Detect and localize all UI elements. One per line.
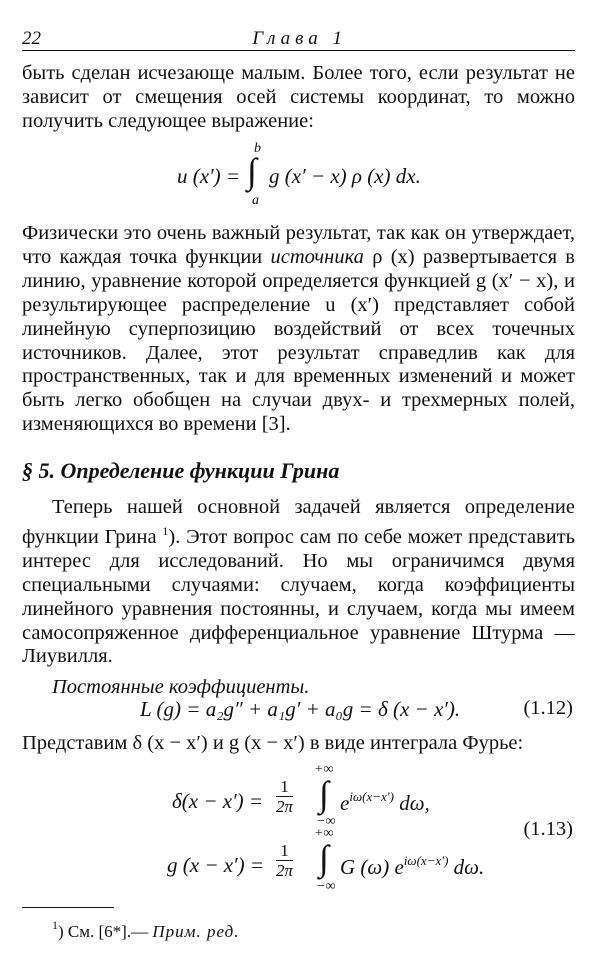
integral-lower-limit: a: [252, 193, 259, 208]
footnote-divider: [22, 907, 114, 908]
italic-term: источника: [270, 245, 364, 268]
footnote-reference[interactable]: 1: [162, 523, 169, 538]
exponent: iω(x−x′): [349, 789, 394, 804]
text-span: Теперь нашей основной задачей является определение функции Грина: [22, 496, 575, 548]
chapter-title: Глава 1: [252, 28, 347, 49]
formula-integrand: [340, 789, 430, 816]
formula-lhs: g (x − x′) =: [167, 853, 265, 877]
exp-base: e: [340, 791, 350, 815]
footnote-text: ) См. [6*].—: [58, 922, 153, 941]
fraction-numerator: 1: [276, 778, 293, 797]
book-page: [22, 0, 575, 964]
footnote-editor-note: Прим. ред.: [152, 922, 240, 941]
subheading: Постоянные коэффициенты.: [52, 676, 310, 698]
running-header: [22, 26, 575, 51]
exponent: iω(x−x′): [403, 853, 449, 868]
integral-sign: ∫: [247, 151, 257, 191]
formula-integrand: g (x′ − x) ρ (x) dx.: [269, 164, 421, 188]
differential: dω,: [393, 791, 430, 815]
equation-number: (1.12): [523, 697, 573, 719]
integral-upper-limit: b: [254, 141, 261, 156]
page-number: 22: [22, 28, 41, 49]
formula-text: L (g) = a₂g″ + a₁g′ + a₀g = δ (x − x′).: [140, 697, 461, 721]
function-G: G (ω): [340, 855, 395, 879]
footnote-mark: 1: [52, 918, 58, 932]
fraction: [276, 842, 293, 881]
fraction-numerator: 1: [276, 842, 293, 861]
integral-lower-limit: −∞: [316, 814, 336, 829]
paragraph: [22, 222, 575, 437]
formula-integrand: [340, 853, 484, 880]
paragraph: [22, 496, 575, 669]
fraction-denominator: 2π: [276, 797, 294, 816]
fraction-denominator: 2π: [276, 861, 294, 880]
fraction: [276, 778, 293, 817]
equation-number: (1.13): [523, 818, 573, 840]
integral-sign: ∫: [319, 838, 329, 878]
integral-lower-limit: −∞: [316, 879, 336, 894]
exp-base: e: [394, 855, 404, 879]
text-span: ). Этот вопрос сам по себе может представить интерес для исследований. Но мы ограничимся двумя специальными случаями: случаем, когда коэффициенты линейного уравнения постоянны, и случаем, когда мы имеем самосопряженное дифференциальное уравнение Штурма — Лиувилля.: [22, 525, 575, 668]
formula-lhs: u (x′) =: [177, 164, 241, 188]
formula-lhs: δ(x − x′) =: [172, 789, 264, 813]
integral-upper-limit: +∞: [314, 826, 334, 841]
paragraph: быть сделан исчезающе малым. Более того, если результат не зависит от смещения осей системы координат, то можно получить следующее выражение:: [22, 62, 575, 132]
section-heading: § 5. Определение функции Грина: [22, 458, 340, 483]
integral-upper-limit: +∞: [314, 762, 334, 777]
integral-sign: ∫: [319, 774, 329, 814]
text-span: Физически это очень важный результат, так как он утверждает, что каждая точка функции: [22, 222, 575, 268]
differential: dω.: [453, 855, 485, 879]
text-span: ρ (x) развертывается в линию, уравнение которой определяется функцией g (x′ − x), и результирующее распределение u (x′) представляет собой линейную суперпозицию воздействий от всех точечных источников. Далее, этот результат справедлив как для пространственных, так и для временных изменений и может быть легко обобщен на случаи двух- и трехмерных полей, изменяющихся во времени [3].: [22, 245, 575, 436]
footnote: [52, 918, 239, 942]
paragraph: Представим δ (x − x′) и g (x − x′) в виде интеграла Фурье:: [22, 732, 524, 754]
